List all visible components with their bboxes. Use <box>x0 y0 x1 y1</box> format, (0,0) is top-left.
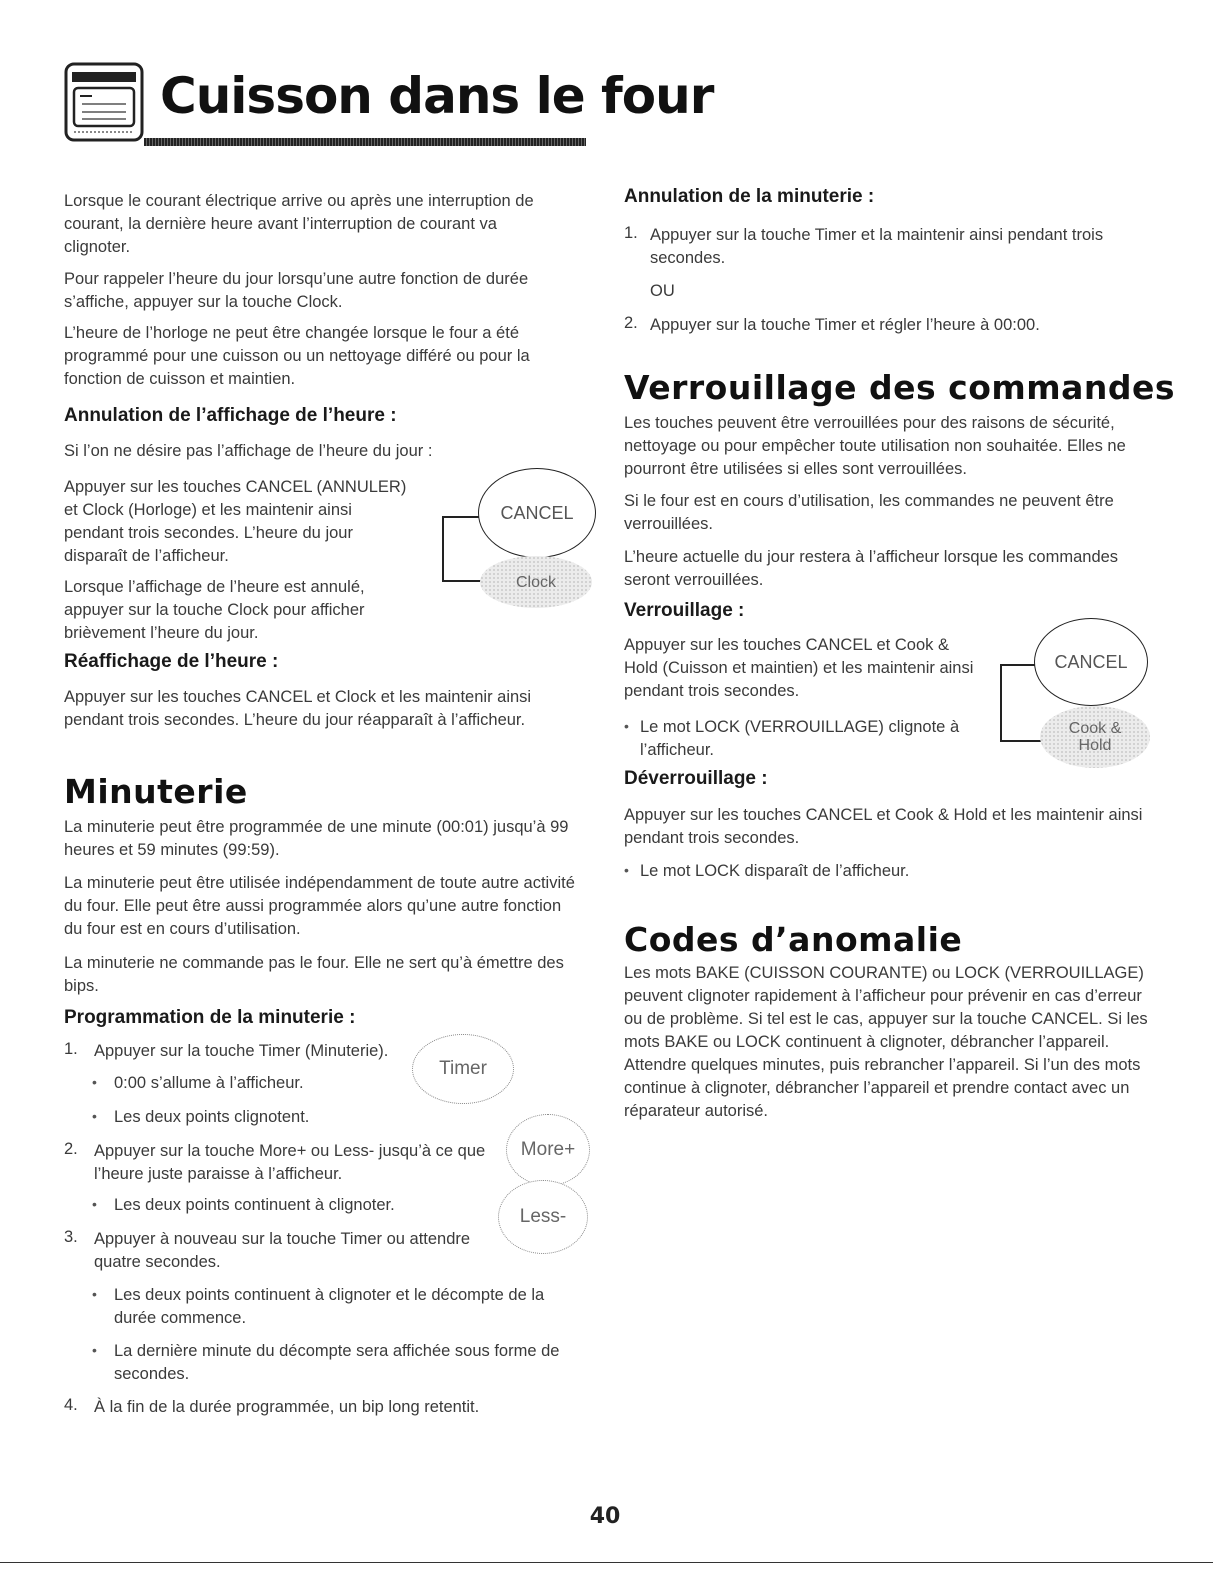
verr-paragraph-2: Si le four est en cours d’utilisation, les commandes ne peuvent être verrouillées. <box>624 492 1114 533</box>
bracket-line <box>442 516 480 518</box>
annul-paragraph-1: Si l’on ne désire pas l’affichage de l’heure du jour : <box>64 442 433 460</box>
bullet: • <box>92 1108 97 1124</box>
verrouillage-heading: Verrouillage : <box>624 600 745 621</box>
verrouillage-bullet-1: Le mot LOCK (VERROUILLAGE) clignote à l’afficheur. <box>640 718 960 759</box>
step-number: 4. <box>64 1396 78 1414</box>
step-2: Appuyer sur la touche More+ ou Less- jusqu’à ce que l’heure juste paraisse à l’afficheur. <box>94 1142 486 1183</box>
bracket-line <box>1000 664 1002 740</box>
am-step-1: Appuyer sur la touche Timer et la maintenir ainsi pendant trois secondes. <box>650 226 1104 267</box>
step-4: À la fin de la durée programmée, un bip long retentit. <box>94 1398 480 1416</box>
more-button: More+ <box>506 1114 590 1186</box>
bullet: • <box>92 1196 97 1212</box>
bracket-line <box>442 580 482 582</box>
minuterie-title: Minuterie <box>64 772 248 811</box>
less-button: Less- <box>498 1180 588 1254</box>
am-ou: OU <box>650 282 675 300</box>
bullet: • <box>92 1074 97 1090</box>
bullet: • <box>92 1342 97 1358</box>
bullet: • <box>624 718 629 734</box>
intro-paragraph-2: Pour rappeler l’heure du jour lorsqu’une autre fonction de durée s’affiche, appuyer sur la touche Clock. <box>64 270 529 311</box>
step-1: Appuyer sur la touche Timer (Minuterie). <box>94 1042 389 1060</box>
step-3-bullet-2: La dernière minute du décompte sera affichée sous forme de secondes. <box>114 1342 560 1383</box>
oven-icon <box>64 62 144 144</box>
cancel-button: CANCEL <box>478 468 596 558</box>
min-paragraph-3: La minuterie ne commande pas le four. Elle ne sert qu’à émettre des bips. <box>64 954 564 995</box>
verrouillage-paragraph: Appuyer sur les touches CANCEL et Cook & Hold (Cuisson et maintien) et les maintenir ainsi pendant trois secondes. <box>624 636 974 700</box>
deverr-paragraph: Appuyer sur les touches CANCEL et Cook & Hold et les maintenir ainsi pendant trois secondes. <box>624 806 1143 847</box>
step-number: 2. <box>64 1140 78 1158</box>
bracket-line <box>442 516 444 581</box>
step-number: 1. <box>64 1040 78 1058</box>
footer-rule <box>0 1562 1213 1563</box>
reaff-paragraph: Appuyer sur les touches CANCEL et Clock et les maintenir ainsi pendant trois secondes. L’heure du jour réapparaît à l’afficheur. <box>64 688 532 729</box>
title-underline <box>144 138 586 146</box>
intro-paragraph-1: Lorsque le courant électrique arrive ou après une interruption de courant, la dernière heure avant l’interruption de courant va clignoter. <box>64 192 534 256</box>
step-1-bullet-1: 0:00 s’allume à l’afficheur. <box>114 1074 304 1092</box>
step-number: 1. <box>624 224 638 242</box>
cancel-button: CANCEL <box>1034 618 1148 706</box>
intro-paragraph-3: L’heure de l’horloge ne peut être changée lorsque le four a été programmé pour une cuisson ou un nettoyage différé ou pour la fonction de cuisson et maintien. <box>64 324 530 388</box>
codes-paragraph: Les mots BAKE (CUISSON COURANTE) ou LOCK (VERROUILLAGE) peuvent clignoter rapidement à l’afficheur pour prévenir en cas d’erreur ou de problème. Si tel est le cas, appuyer sur la touche CANCEL. Si les mots BAKE ou LOCK continuent à clignoter, débrancher l’appareil. Attendre quelques minutes, puis rebrancher l’appareil. Si l’un des mots continue à clignoter, débrancher l’appareil et prendre contact avec un réparateur autorisé. <box>624 964 1148 1120</box>
step-1-bullet-2: Les deux points clignotent. <box>114 1108 310 1126</box>
verr-title: Verrouillage des commandes <box>624 368 1176 407</box>
cook-hold-button: Cook & Hold <box>1040 706 1150 768</box>
page-title: Cuisson dans le four <box>160 67 714 125</box>
bullet: • <box>92 1286 97 1302</box>
annul-paragraph-3: Lorsque l’affichage de l’heure est annulé, appuyer sur la touche Clock pour afficher brièvement l’heure du jour. <box>64 578 365 642</box>
clock-button: Clock <box>480 556 592 608</box>
prog-heading: Programmation de la minuterie : <box>64 1007 356 1028</box>
deverr-heading: Déverrouillage : <box>624 768 768 789</box>
step-3-bullet-1: Les deux points continuent à clignoter et le décompte de la durée commence. <box>114 1286 545 1327</box>
step-3: Appuyer à nouveau sur la touche Timer ou attendre quatre secondes. <box>94 1230 471 1271</box>
step-number: 3. <box>64 1228 78 1246</box>
min-paragraph-2: La minuterie peut être utilisée indépendamment de toute autre activité du four. Elle peut être aussi programmée alors qu’une autre fonction du four est en cours d’utilisation. <box>64 874 575 938</box>
step-number: 2. <box>624 314 638 332</box>
step-2-bullet-1: Les deux points continuent à clignoter. <box>114 1196 395 1214</box>
min-paragraph-1: La minuterie peut être programmée de une minute (00:01) jusqu’à 99 heures et 59 minutes (99:59). <box>64 818 569 859</box>
bracket-line <box>1000 740 1044 742</box>
deverr-bullet-1: Le mot LOCK disparaît de l’afficheur. <box>640 862 910 880</box>
verr-paragraph-3: L’heure actuelle du jour restera à l’afficheur lorsque les commandes seront verrouillées. <box>624 548 1119 589</box>
page-number: 40 <box>589 1504 621 1529</box>
bullet: • <box>624 862 629 878</box>
codes-title: Codes d’anomalie <box>624 920 963 959</box>
annul-min-heading: Annulation de la minuterie : <box>624 186 875 207</box>
verr-paragraph-1: Les touches peuvent être verrouillées pour des raisons de sécurité, nettoyage ou pour empêcher toute utilisation non souhaitée. Elles ne pourront être utilisées si elles sont verrouillées. <box>624 414 1126 478</box>
reaff-heading: Réaffichage de l’heure : <box>64 651 279 672</box>
annul-heading: Annulation de l’affichage de l’heure : <box>64 405 397 426</box>
annul-paragraph-2: Appuyer sur les touches CANCEL (ANNULER) et Clock (Horloge) et les maintenir ainsi pendant trois secondes. L’heure du jour disparaît de l’afficheur. <box>64 478 407 565</box>
timer-button: Timer <box>412 1034 514 1104</box>
am-step-2: Appuyer sur la touche Timer et régler l’heure à 00:00. <box>650 316 1040 334</box>
